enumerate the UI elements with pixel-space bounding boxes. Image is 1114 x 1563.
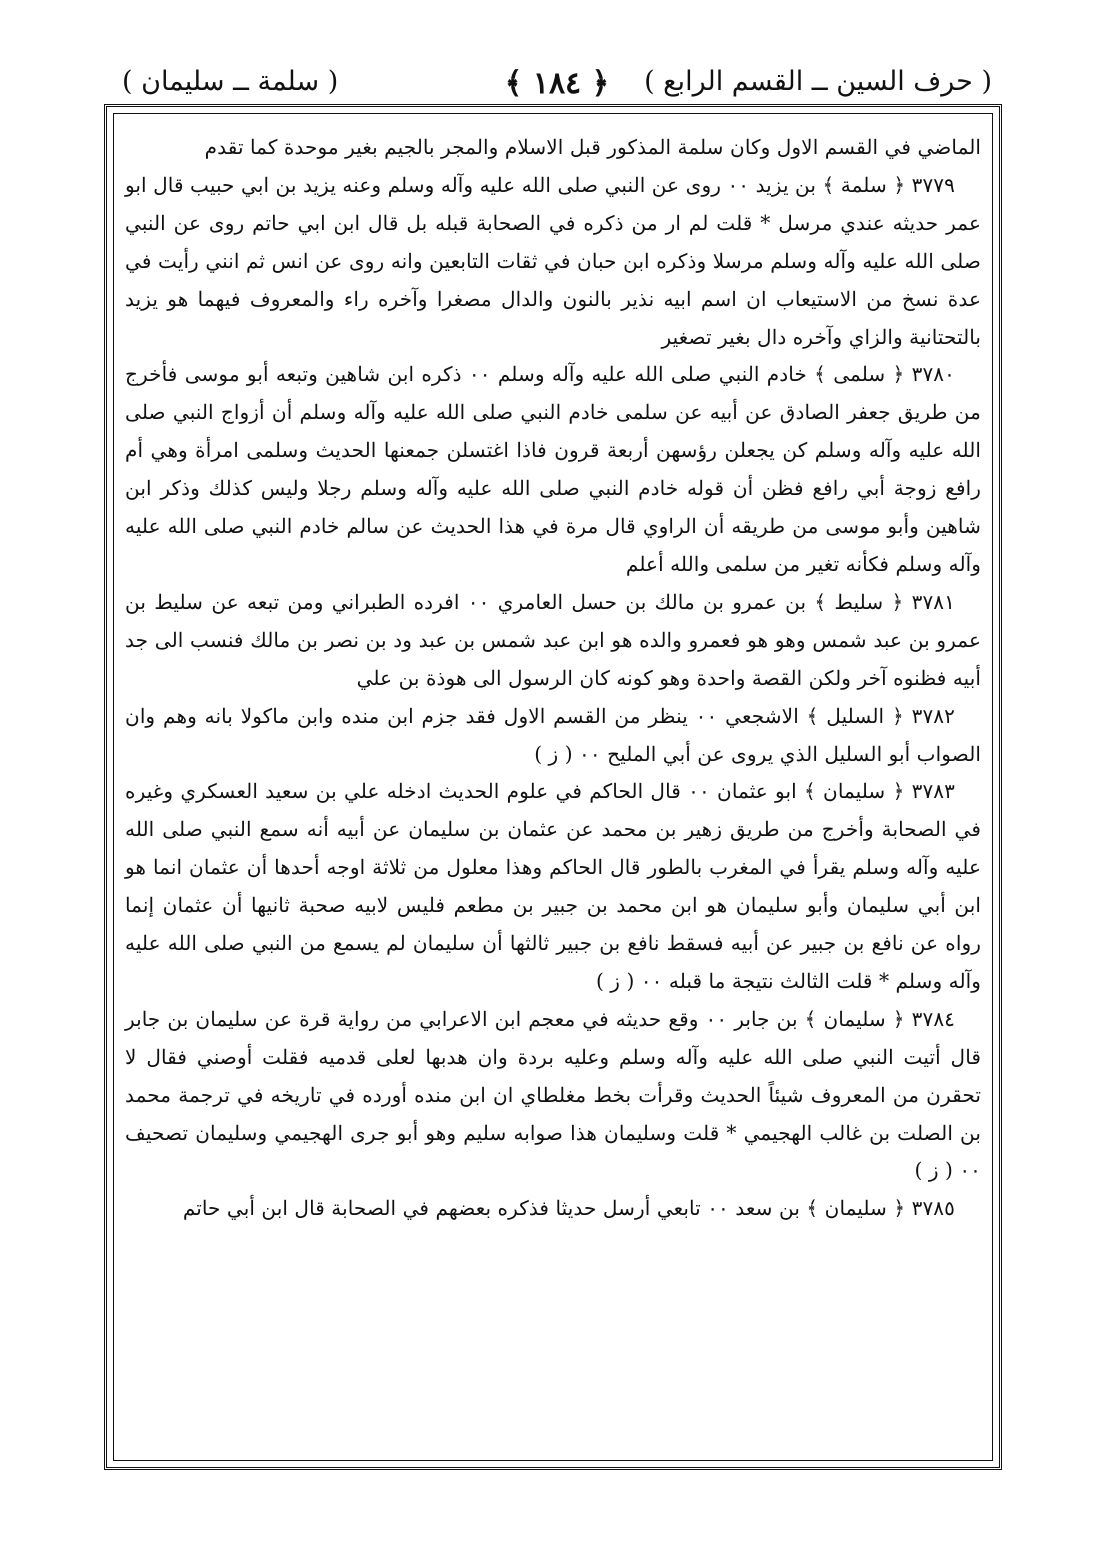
entry-3779-salama-ibn-yazid: ٣٧٧٩ ﴿ سلمة ﴾ بن يزيد ٠٠ روى عن النبي صلى الله عليه وآله وسلم وعنه يزيد بن ابي حبيب قال ابو عمر حديثه عندي مرسل * قلت لم ار من ذكره في الصحابة قبله بل قال ابن ابي حاتم روى عن النبي صلى الله عليه وآله وسلم مرسلا وذكره ابن حبان في ثقات التابعين وانه روى عن انس ثم انني رأيت في عدة نسخ من الاستيعاب ان اسم ابيه نذير بالنون والدال مصغرا وآخره راء والمعروف فيهما هو يزيد بالتحتانية والزاي وآخره دال بغير تصغير (125, 172, 981, 349)
page-number: ﴿ ١٨٤ ﴾ (504, 66, 610, 101)
running-head-section: ( حرف السين ــ القسم الرابع ) (644, 66, 992, 97)
entry-3784-sulayman-ibn-jabir: ٣٧٨٤ ﴿ سليمان ﴾ بن جابر ٠٠ وقع حديثه في معجم ابن الاعرابي من رواية قرة عن سليمان بن جابر قال أتيت النبي صلى الله عليه وآله وسلم وعليه بردة وان هدبها لعلى قدميه فقلت أوصني فقال لا تحقرن من المعروف شيئاً الحديث وقرأت بخط مغلطاي ان ابن منده أورده في تاريخه في ترجمة محمد بن الصلت بن غالب الهجيمي * قلت وسليمان هذا صوابه سليم وهو أبو جرى الهجيمي وسليمان تصحيف ٠٠ ( ز ) (125, 1006, 981, 1183)
entry-3780-salma: ٣٧٨٠ ﴿ سلمى ﴾ خادم النبي صلى الله عليه وآله وسلم ٠٠ ذكره ابن شاهين وتبعه أبو موسى فأخرج من طريق جعفر الصادق عن أبيه عن سلمى خادم النبي صلى الله عليه وآله وسلم أن أزواج النبي صلى الله عليه وآله وسلم كن يجعلن رؤسهن أربعة قرون فاذا اغتسلن جمعنها الحديث وسلمى امرأة وهي أم رافع زوجة أبي رافع فظن أن قوله خادم النبي صلى الله عليه وآله وسلم رجلا وليس كذلك وذكر ابن شاهين وأبو موسى من طريقه أن الراوي قال مرة في هذا الحديث عن سالم خادم النبي صلى الله عليه وآله وسلم فكأنه تغير من سلمى والله أعلم (125, 362, 981, 576)
entry-3785-sulayman-ibn-saad: ٣٧٨٥ ﴿ سليمان ﴾ بن سعد ٠٠ تابعي أرسل حديثا فذكره بعضهم في الصحابة قال ابن أبي حاتم (182, 1196, 955, 1221)
entry-3781-salit: ٣٧٨١ ﴿ سليط ﴾ بن عمرو بن مالك بن حسل العامري ٠٠ افرده الطبراني ومن تبعه عن سليط بن عمرو بن عبد شمس وهو هو فعمرو والده هو ابن عبد شمس بن عبد ود بن نصر بن مالك فنسب الى جد أبيه فظنوه آخر ولكن القصة واحدة وهو كونه كان الرسول الى هوذة بن علي (125, 589, 981, 690)
continuation-paragraph: الماضي في القسم الاول وكان سلمة المذكور قبل الاسلام والمجر بالجيم بغير موحدة كما تقدم (204, 135, 981, 159)
page-border (104, 104, 1002, 1470)
entry-3782-al-salil: ٣٧٨٢ ﴿ السليل ﴾ الاشجعي ٠٠ ينظر من القسم الاول فقد جزم ابن منده وابن ماكولا بانه وهم وان الصواب أبو السليل الذي يروى عن أبي المليح ٠٠ ( ز ) (125, 703, 981, 766)
body-text (125, 129, 981, 1228)
entry-3783-sulayman-abu-uthman: ٣٧٨٣ ﴿ سليمان ﴾ ابو عثمان ٠٠ قال الحاكم في علوم الحديث ادخله علي بن سعيد العسكري وغيره في الصحابة وأخرج من طريق زهير بن محمد عن عثمان بن سليمان عن أبيه أنه سمع النبي صلى الله عليه وآله وسلم يقرأ في المغرب بالطور قال الحاكم وهذا معلول من ثلاثة اوجه أحدها أن عثمان انما هو ابن أبي سليمان وأبو سليمان هو ابن محمد بن جبير بن مطعم فليس لابيه صحبة ثانيها أن عثمان إنما رواه عن نافع بن جبير عن أبيه فسقط نافع بن جبير ثالثها أن سليمان لم يسمع من النبي صلى الله عليه وآله وسلم * قلت الثالث نتيجة ما قبله ٠٠ ( ز ) (125, 779, 981, 993)
running-head-names: ( سلمة ــ سليمان ) (122, 66, 339, 97)
page-header (122, 62, 992, 108)
